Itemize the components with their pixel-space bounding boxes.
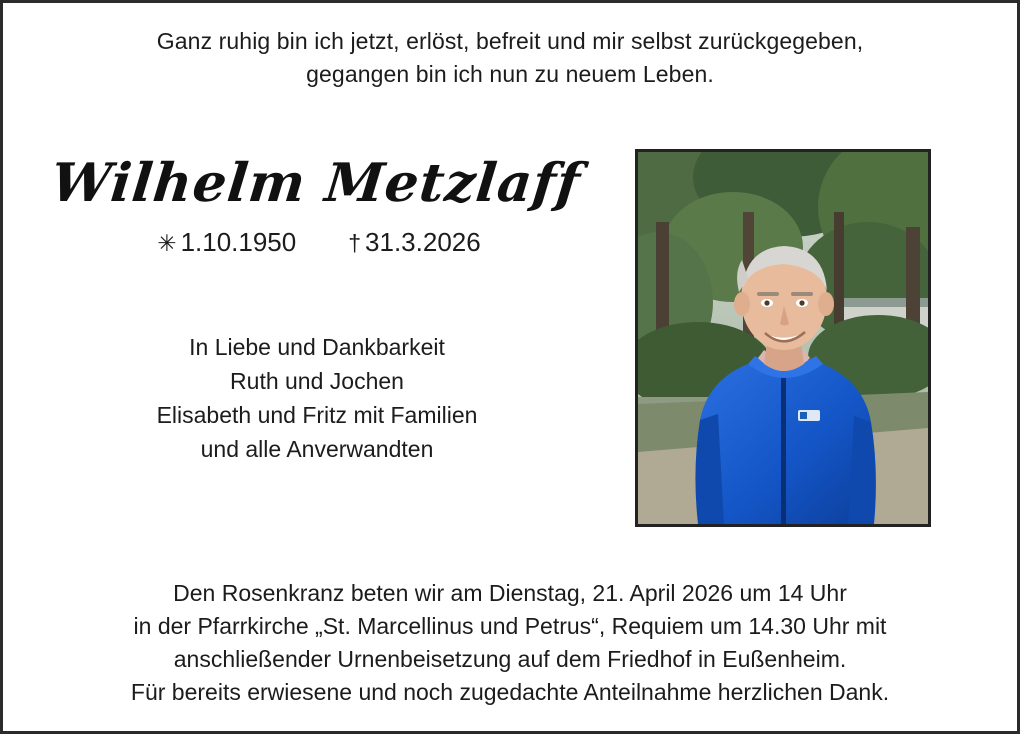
- verse-line-2: gegangen bin ich nun zu neuem Leben.: [306, 61, 714, 87]
- family-line-1: In Liebe und Dankbarkeit: [189, 334, 445, 360]
- life-dates: [3, 227, 623, 258]
- service-line-3: anschließender Urnenbeisetzung auf dem Friedhof in Eußenheim.: [173, 646, 847, 672]
- family-names: [3, 330, 623, 466]
- service-line-4: Für bereits erwiesene und noch zugedachte Anteilnahme herzlichen Dank.: [130, 679, 890, 705]
- service-line-1: Den Rosenkranz beten wir am Dienstag, 21. April 2026 um 14 Uhr: [173, 580, 847, 606]
- death-date-group: [348, 227, 480, 258]
- service-details: [3, 577, 1017, 709]
- portrait-photo: [635, 149, 931, 527]
- birth-date: 1.10.1950: [180, 227, 297, 257]
- cross-icon: †: [348, 230, 362, 256]
- family-line-2: Ruth und Jochen: [230, 368, 404, 394]
- deceased-info-column: [3, 153, 623, 466]
- verse-line-1: Ganz ruhig bin ich jetzt, erlöst, befreit und mir selbst zurückgegeben,: [156, 28, 864, 54]
- portrait-illustration: [638, 152, 928, 524]
- birth-date-group: [157, 227, 296, 258]
- deceased-name: Wilhelm Metzlaff: [48, 152, 584, 214]
- asterisk-icon: ✳: [157, 230, 177, 256]
- death-date: 31.3.2026: [365, 227, 481, 257]
- family-line-3: Elisabeth und Fritz mit Familien: [156, 402, 478, 428]
- family-line-4: und alle Anverwandten: [200, 436, 434, 462]
- service-line-2: in der Pfarrkirche „St. Marcellinus und Petrus“, Requiem um 14.30 Uhr mit: [133, 613, 887, 639]
- memorial-verse: [3, 25, 1017, 91]
